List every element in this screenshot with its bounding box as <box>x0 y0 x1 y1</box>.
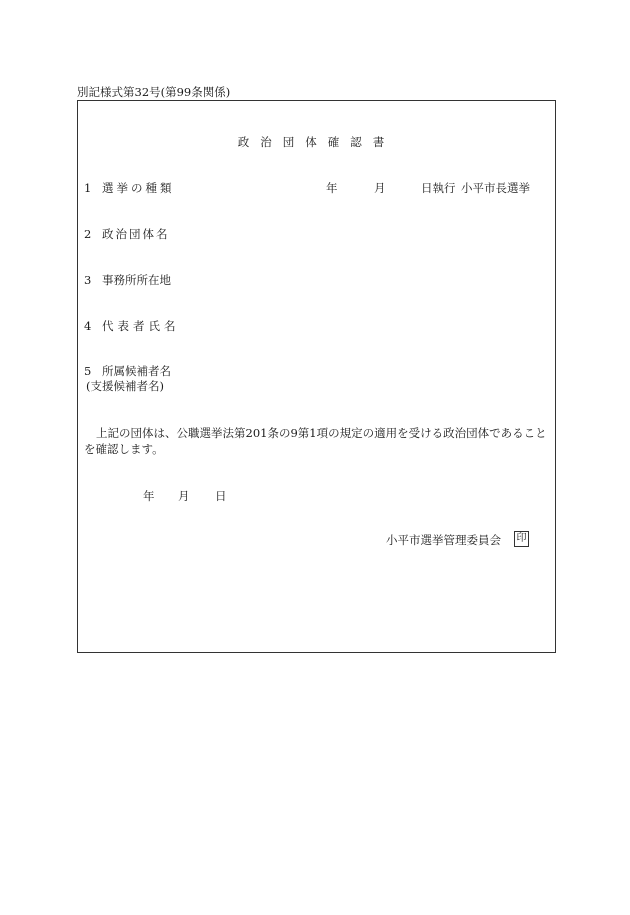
item-label: 事務所所在地 <box>102 273 171 287</box>
election-year-label: 年 <box>326 181 338 195</box>
committee-name: 小平市選挙管理委員会 <box>386 533 501 547</box>
item-representative <box>84 318 180 334</box>
sign-year-label: 年 <box>143 489 155 503</box>
confirmation-statement: 上記の団体は、公職選挙法第201条の9第1項の規定の適用を受ける政治団体であることを確認します。 <box>84 426 547 456</box>
item-label: 代表者氏名 <box>102 319 180 333</box>
election-day-exec-label: 日執行 <box>421 181 456 195</box>
sign-month-label: 月 <box>178 489 190 503</box>
item-number: 2 <box>84 227 92 241</box>
item-org-name <box>84 226 170 242</box>
document-frame <box>77 100 556 653</box>
item-label: 政治団体名 <box>102 227 170 241</box>
seal-stamp: 印 <box>514 531 529 547</box>
item-number: 1 <box>84 181 92 195</box>
election-name: 小平市長選挙 <box>461 181 530 195</box>
election-month-label: 月 <box>374 181 386 195</box>
form-reference: 別記様式第32号(第99条関係) <box>77 85 231 99</box>
item-office-address <box>84 272 171 288</box>
item-label: 所属候補者名 <box>102 364 171 378</box>
item-election-type <box>84 180 175 196</box>
item-candidate-sub-label: (支援候補者名) <box>86 379 164 393</box>
document-title: 政治団体確認書 <box>237 135 396 149</box>
item-number: 5 <box>84 364 92 378</box>
item-number: 3 <box>84 273 92 287</box>
sign-day-label: 日 <box>215 489 227 503</box>
item-label: 選挙の種類 <box>102 181 175 195</box>
item-candidate <box>84 363 171 379</box>
item-number: 4 <box>84 319 92 333</box>
